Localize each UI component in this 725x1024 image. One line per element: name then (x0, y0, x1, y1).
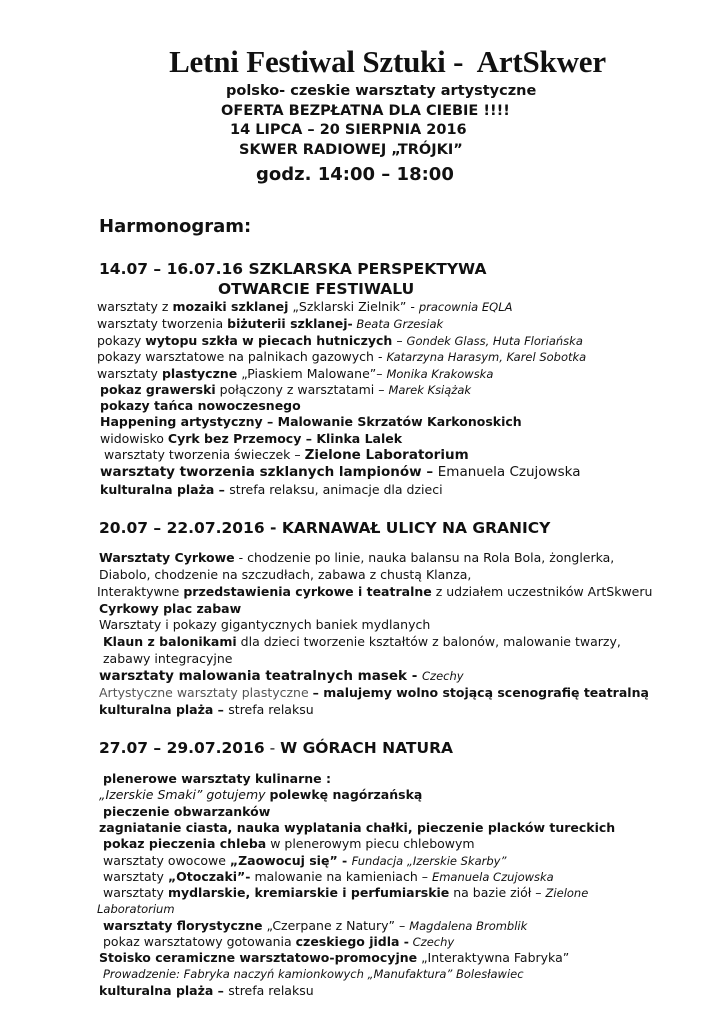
list-item: Laboratorium (97, 902, 175, 916)
list-item: warsztaty mydlarskie, kremiarskie i perfumiarskie na bazie ziół – Zielone (103, 885, 589, 900)
list-item: warsztaty tworzenia biżuterii szklanej- Beata Grzesiak (97, 316, 444, 331)
list-item: Warsztaty i pokazy gigantycznych baniek mydlanych (99, 617, 431, 632)
list-item: pokaz grawerski połączony z warsztatami – Marek Książak (100, 382, 472, 397)
list-item: pokaz pieczenia chleba w plenerowym piecu chlebowym (103, 836, 475, 851)
list-item: Happening artystyczny – Malowanie Skrzatów Karkonoskich (100, 414, 522, 429)
list-item: warsztaty owocowe „Zaowocuj się” - Fundacja „Izerskie Skarby” (103, 853, 507, 868)
list-item: warsztaty z mozaiki szklanej „Szklarski Zielnik” - pracownia EQLA (97, 299, 513, 314)
list-item: warsztaty tworzenia szklanych lampionów – Emanuela Czujowska (100, 464, 581, 480)
list-item: Artystyczne warsztaty plastyczne – malujemy wolno stojącą scenografię teatralną (99, 685, 649, 700)
list-item: widowisko Cyrk bez Przemocy – Klinka Lalek (100, 431, 403, 446)
section2-title: 20.07 – 22.07.2016 - KARNAWAŁ ULICY NA GRANICY (99, 519, 551, 537)
list-item: warsztaty „Otoczaki”- malowanie na kamieniach – Emanuela Czujowska (103, 869, 554, 884)
list-item: Interaktywne przedstawienia cyrkowe i teatralne z udziałem uczestników ArtSkweru (97, 584, 653, 599)
section3-title: 27.07 – 29.07.2016 - W GÓRACH NATURA (99, 739, 454, 757)
venue: SKWER RADIOWEJ „TRÓJKI” (239, 142, 463, 158)
list-item: warsztaty tworzenia świeczek – Zielone Laboratorium (104, 447, 469, 463)
list-item: pokazy warsztatowe na palnikach gazowych - Katarzyna Harasym, Karel Sobotka (97, 349, 587, 364)
list-item: zabawy integracyjne (103, 651, 233, 666)
section1-title: 14.07 – 16.07.16 SZKLARSKA PERSPEKTYWA (99, 260, 487, 278)
subtitle: polsko- czeskie warsztaty artystyczne (226, 83, 537, 99)
list-item: „Izerskie Smaki” gotujemy polewkę nagórzańską (99, 787, 423, 802)
list-item: kulturalna plaża – strefa relaksu (99, 983, 314, 998)
list-item: warsztaty malowania teatralnych masek - Czechy (99, 668, 464, 684)
list-item: pokazy wytopu szkła w piecach hutniczych – Gondek Glass, Huta Floriańska (97, 333, 583, 348)
list-item: plenerowe warsztaty kulinarne : (103, 771, 331, 786)
list-item: zagniatanie ciasta, nauka wyplatania chałki, pieczenie placków tureckich (99, 820, 616, 835)
hours: godz. 14:00 – 18:00 (256, 164, 454, 185)
list-item: pokaz warsztatowy gotowania czeskiego jidla - Czechy (103, 934, 455, 949)
list-item: Stoisko ceramiczne warsztatowo-promocyjne „Interaktywna Fabryka” (99, 950, 570, 965)
list-item: pokazy tańca nowoczesnego (100, 398, 301, 413)
list-item: kulturalna plaża – strefa relaksu, animacje dla dzieci (100, 482, 443, 497)
list-item: kulturalna plaża – strefa relaksu (99, 702, 314, 717)
festival-dates: 14 LIPCA – 20 SIERPNIA 2016 (230, 122, 467, 138)
list-item: Cyrkowy plac zabaw (99, 601, 242, 616)
list-item: warsztaty plastyczne „Piaskiem Malowane”– Monika Krakowska (97, 366, 494, 381)
list-item: warsztaty florystyczne „Czerpane z Natury” – Magdalena Bromblik (103, 918, 528, 933)
poster-title: Letni Festiwal Sztuki - ArtSkwer (169, 44, 606, 79)
offer-line: OFERTA BEZPŁATNA DLA CIEBIE !!!! (221, 103, 510, 119)
list-item: Warsztaty Cyrkowe - chodzenie po linie, nauka balansu na Rola Bola, żonglerka, (99, 550, 615, 565)
list-item: Prowadzenie: Fabryka naczyń kamionkowych „Manufaktura” Bolesławiec (103, 967, 524, 981)
schedule-heading: Harmonogram: (99, 216, 252, 237)
section1-subtitle: OTWARCIE FESTIWALU (218, 280, 415, 298)
list-item: pieczenie obwarzanków (103, 804, 271, 819)
list-item: Klaun z balonikami dla dzieci tworzenie kształtów z balonów, malowanie twarzy, (103, 634, 621, 649)
list-item: Diabolo, chodzenie na szczudłach, zabawa z chustą Klanza, (99, 567, 472, 582)
